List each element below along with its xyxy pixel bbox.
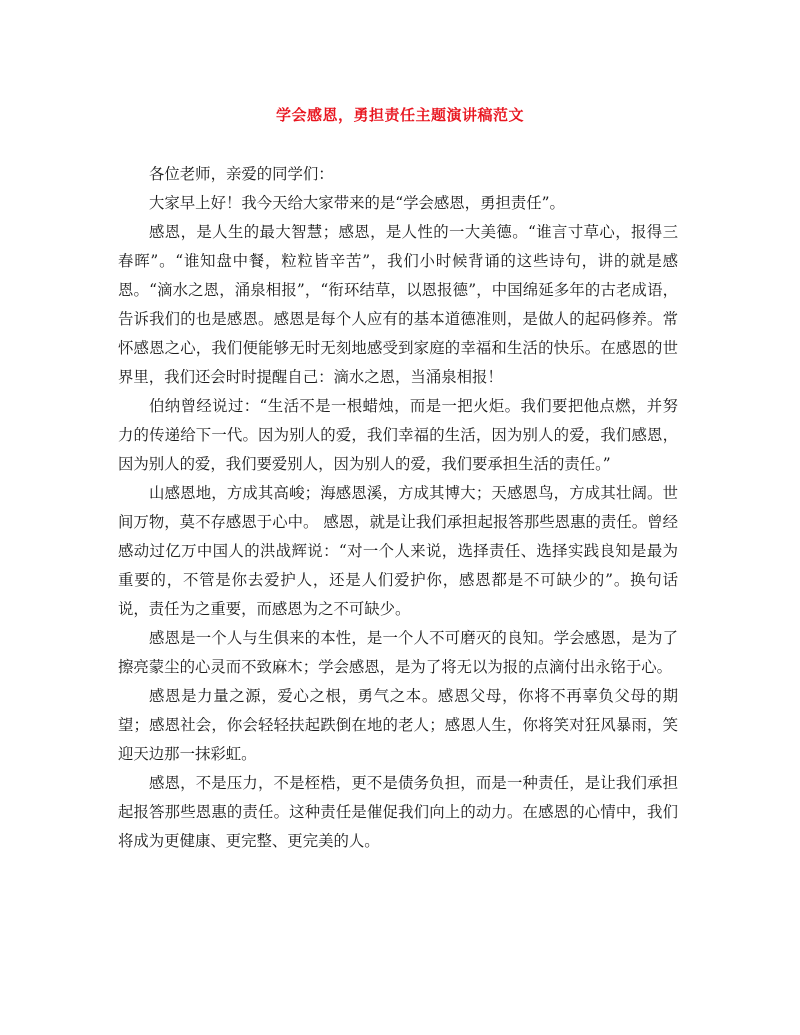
paragraph: 感恩是力量之源，爱心之根，勇气之本。感恩父母，你将不再辜负父母的期望；感恩社会，你会轻轻扶起跌倒在地的老人；感恩人生，你将笑对狂风暴雨，笑迎天边那一抹彩虹。 [118, 687, 678, 763]
document-body [118, 160, 678, 856]
paragraph: 感恩是一个人与生俱来的本性，是一个人不可磨灭的良知。学会感恩，是为了擦亮蒙尘的心灵而不致麻木；学会感恩，是为了将无以为报的点滴付出永铭于心。 [118, 629, 678, 676]
page-title: 学会感恩，勇担责任主题演讲稿范文 [275, 106, 524, 124]
paragraph: 山感恩地，方成其高峻；海感恩溪，方成其博大；天感恩鸟，方成其壮阔。世间万物，莫不存感恩于心中。 感恩，就是让我们承担起报答那些恩惠的责任。曾经感动过亿万中国人的洪战辉说：“对一个人来说，选择责任、选择实践良知是最为重要的，不管是你去爱护人，还是人们爱护你，感恩都是不可缺少的”。换句话说，责任为之重要，而感恩为之不可缺少。 [118, 484, 678, 618]
paragraph: 伯纳曾经说过：“生活不是一根蜡烛，而是一把火炬。我们要把他点燃，并努力的传递给下一代。因为别人的爱，我们幸福的生活，因为别人的爱，我们感恩，因为别人的爱，我们要爱别人，因为别人的爱，我们要承担生活的责任。” [118, 397, 678, 473]
paragraph-intro: 大家早上好！我今天给大家带来的是“学会感恩，勇担责任”。 [149, 194, 565, 212]
paragraph-greeting: 各位老师，亲爱的同学们： [149, 165, 334, 183]
paragraph: 感恩，不是压力，不是桎梏，更不是债务负担，而是一种责任，是让我们承担起报答那些恩惠的责任。这种责任是催促我们向上的动力。在感恩的心情中，我们将成为更健康、更完整、更完美的人。 [118, 774, 678, 850]
paragraph: 感恩，是人生的最大智慧；感恩，是人性的一大美德。“谁言寸草心，报得三春晖”。“谁知盘中餐，粒粒皆辛苦”，我们小时候背诵的这些诗句，讲的就是感恩。“滴水之恩，涌泉相报”，“衔环结草，以恩报德”，中国绵延多年的古老成语，告诉我们的也是感恩。感恩是每个人应有的基本道德准则，是做人的起码修养。常怀感恩之心，我们便能够无时无刻地感受到家庭的幸福和生活的快乐。在感恩的世界里，我们还会时时提醒自己：滴水之恩，当涌泉相报！ [118, 223, 678, 386]
